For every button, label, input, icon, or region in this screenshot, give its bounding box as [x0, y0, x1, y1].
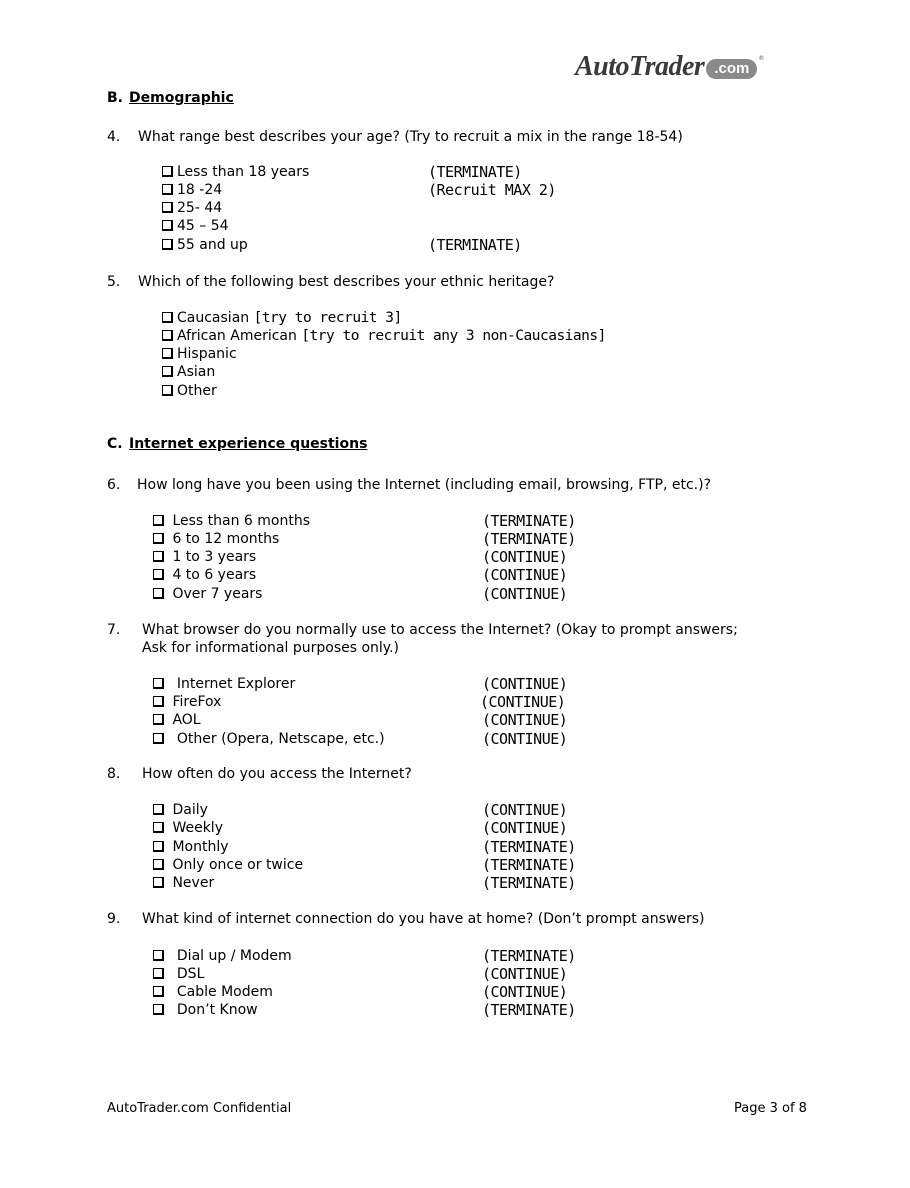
question-number: 5. — [107, 274, 121, 290]
checkbox-icon[interactable] — [153, 533, 164, 544]
checkbox-icon[interactable] — [153, 569, 164, 580]
question-number: 8. — [107, 766, 121, 782]
option-result: (TERMINATE) — [428, 236, 522, 254]
option-q4-3[interactable] — [162, 199, 222, 217]
option-result: (CONTINUE) — [482, 801, 568, 819]
checkbox-icon[interactable] — [162, 239, 173, 250]
option-q6-5[interactable] — [153, 585, 262, 603]
footer-confidential: AutoTrader.com Confidential — [107, 1101, 292, 1116]
option-result: (Recruit MAX 2) — [428, 181, 556, 199]
option-label: Other — [177, 383, 217, 399]
option-label: AOL — [172, 712, 201, 728]
option-q5-2[interactable] — [162, 327, 606, 345]
checkbox-icon[interactable] — [162, 202, 173, 213]
checkbox-icon[interactable] — [153, 696, 164, 707]
option-q8-3[interactable] — [153, 838, 229, 856]
option-result: (TERMINATE) — [482, 947, 576, 965]
option-result: (CONTINUE) — [482, 965, 568, 983]
option-q6-2[interactable] — [153, 530, 279, 548]
section-b-heading — [107, 90, 234, 106]
option-q9-4[interactable] — [153, 1001, 258, 1019]
checkbox-icon[interactable] — [162, 330, 173, 341]
section-c-title: Internet experience questions — [129, 436, 368, 452]
question-text: How long have you been using the Internet (including email, browsing, FTP, etc.)? — [137, 477, 712, 493]
option-q9-3[interactable] — [153, 983, 273, 1001]
question-number: 6. — [107, 477, 121, 493]
option-label: 25- 44 — [177, 200, 223, 216]
option-label: 1 to 3 years — [172, 549, 257, 565]
logo-registered-mark: ® — [758, 54, 765, 62]
option-result: (CONTINUE) — [482, 585, 568, 603]
option-result: (TERMINATE) — [482, 530, 576, 548]
checkbox-icon[interactable] — [162, 166, 173, 177]
logo-brand: AutoTrader — [575, 51, 705, 82]
option-label: Weekly — [172, 820, 223, 836]
option-label: 18 -24 — [177, 182, 223, 198]
option-result: (CONTINUE) — [482, 566, 568, 584]
option-q8-2[interactable] — [153, 819, 223, 837]
option-label: African American — [177, 328, 297, 344]
checkbox-icon[interactable] — [153, 986, 164, 997]
option-result: (TERMINATE) — [482, 838, 576, 856]
option-result: (TERMINATE) — [482, 512, 576, 530]
checkbox-icon[interactable] — [153, 515, 164, 526]
checkbox-icon[interactable] — [153, 877, 164, 888]
option-q4-5[interactable] — [162, 236, 248, 254]
checkbox-icon[interactable] — [153, 714, 164, 725]
option-label: Don’t Know — [176, 1002, 258, 1018]
option-result: (CONTINUE) — [482, 711, 568, 729]
option-q5-5[interactable] — [162, 382, 217, 400]
option-result: (CONTINUE) — [482, 675, 568, 693]
question-number: 7. — [107, 622, 121, 638]
option-label: DSL — [176, 966, 205, 982]
option-q7-2[interactable] — [153, 693, 221, 711]
option-q6-1[interactable] — [153, 512, 310, 530]
question-text: How often do you access the Internet? — [142, 766, 412, 782]
option-label: Daily — [172, 802, 208, 818]
option-q7-3[interactable] — [153, 711, 201, 729]
checkbox-icon[interactable] — [153, 841, 164, 852]
option-q4-1[interactable] — [162, 163, 309, 181]
checkbox-icon[interactable] — [162, 220, 173, 231]
option-label: Over 7 years — [172, 586, 263, 602]
option-label: Other (Opera, Netscape, etc.) — [176, 731, 385, 747]
option-result: (CONTINUE) — [482, 730, 568, 748]
option-q6-3[interactable] — [153, 548, 256, 566]
option-label: Less than 6 months — [172, 513, 311, 529]
checkbox-icon[interactable] — [153, 733, 164, 744]
logo-suffix: .com — [706, 59, 757, 79]
option-note: [try to recruit any 3 non-Caucasians] — [301, 328, 606, 344]
option-label: 4 to 6 years — [172, 567, 257, 583]
option-q8-1[interactable] — [153, 801, 208, 819]
option-label: 6 to 12 months — [172, 531, 280, 547]
option-result: (CONTINUE) — [482, 819, 568, 837]
option-q7-1[interactable] — [153, 675, 295, 693]
option-q5-1[interactable] — [162, 309, 402, 327]
autotrader-logo — [575, 50, 764, 84]
option-q4-4[interactable] — [162, 217, 229, 235]
checkbox-icon[interactable] — [153, 859, 164, 870]
option-result: (CONTINUE) — [482, 548, 568, 566]
question-number: 4. — [107, 129, 121, 145]
option-result: (CONTINUE) — [480, 693, 566, 711]
option-q9-2[interactable] — [153, 965, 204, 983]
checkbox-icon[interactable] — [162, 385, 173, 396]
option-label: Caucasian — [177, 310, 250, 326]
option-label: Never — [172, 875, 215, 891]
checkbox-icon[interactable] — [153, 950, 164, 961]
checkbox-icon[interactable] — [153, 551, 164, 562]
footer-page-number: Page 3 of 8 — [734, 1101, 807, 1116]
question-text: What browser do you normally use to access the Internet? (Okay to prompt answers; Ask for informational purposes only.) — [142, 622, 738, 656]
option-q4-2[interactable] — [162, 181, 222, 199]
question-text: What kind of internet connection do you have at home? (Don’t prompt answers) — [142, 911, 705, 927]
section-b-letter: B. — [107, 90, 123, 106]
checkbox-icon[interactable] — [162, 366, 173, 377]
checkbox-icon[interactable] — [153, 822, 164, 833]
option-result: (CONTINUE) — [482, 983, 568, 1001]
option-q5-3[interactable] — [162, 345, 237, 363]
option-q5-4[interactable] — [162, 363, 215, 381]
option-label: 45 – 54 — [177, 218, 229, 234]
option-result: (TERMINATE) — [482, 874, 576, 892]
section-c-letter: C. — [107, 436, 123, 452]
option-q8-4[interactable] — [153, 856, 303, 874]
option-label: Dial up / Modem — [176, 948, 292, 964]
option-q8-5[interactable] — [153, 874, 214, 892]
option-q7-4[interactable] — [153, 730, 385, 748]
option-label: Cable Modem — [176, 984, 273, 1000]
option-label: Only once or twice — [172, 857, 304, 873]
checkbox-icon[interactable] — [153, 1004, 164, 1015]
option-result: (TERMINATE) — [428, 163, 522, 181]
option-label: FireFox — [172, 694, 222, 710]
checkbox-icon[interactable] — [153, 678, 164, 689]
option-label: Internet Explorer — [176, 676, 296, 692]
option-label: Asian — [177, 364, 216, 380]
checkbox-icon[interactable] — [153, 588, 164, 599]
option-label: Less than 18 years — [177, 164, 310, 180]
option-note: [try to recruit 3] — [253, 310, 402, 326]
question-text: Which of the following best describes your ethnic heritage? — [138, 274, 555, 290]
checkbox-icon[interactable] — [162, 184, 173, 195]
checkbox-icon[interactable] — [153, 804, 164, 815]
question-number: 9. — [107, 911, 121, 927]
option-label: Monthly — [172, 839, 229, 855]
option-q6-4[interactable] — [153, 566, 256, 584]
question-text: What range best describes your age? (Try to recruit a mix in the range 18-54) — [138, 129, 683, 145]
checkbox-icon[interactable] — [162, 348, 173, 359]
checkbox-icon[interactable] — [162, 312, 173, 323]
section-b-title: Demographic — [129, 90, 234, 106]
option-result: (TERMINATE) — [482, 1001, 576, 1019]
option-q9-1[interactable] — [153, 947, 292, 965]
option-result: (TERMINATE) — [482, 856, 576, 874]
option-label: Hispanic — [177, 346, 237, 362]
option-label: 55 and up — [177, 237, 248, 253]
checkbox-icon[interactable] — [153, 968, 164, 979]
section-c-heading — [107, 436, 367, 452]
